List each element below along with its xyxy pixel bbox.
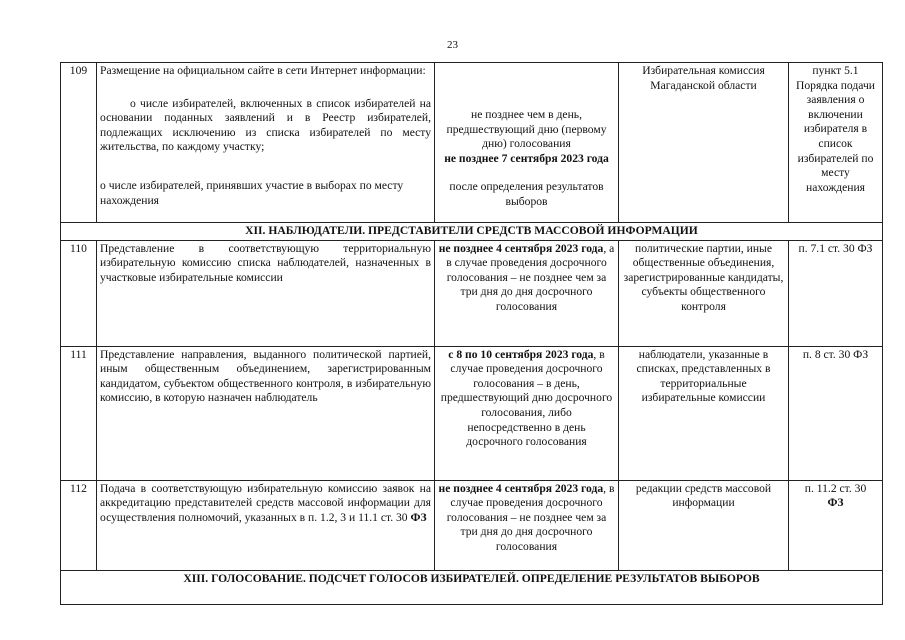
event-description: Представление направления, выданного политической партией, иным общественным объединением, зарегистрированным кандидатом, субъектом общественного контроля, в избирательную комиссию, в которую назначен наблюдатель [97,346,435,480]
table-row-111 [61,346,883,480]
section-title: XIII. ГОЛОСОВАНИЕ. ПОДСЧЕТ ГОЛОСОВ ИЗБИРАТЕЛЕЙ. ОПРЕДЕЛЕНИЕ РЕЗУЛЬТАТОВ ВЫБОРОВ [61,570,883,604]
deadline-date: с 8 по 10 сентября 2023 года [448,347,594,361]
deadline-cell [435,240,619,346]
event-description [97,480,435,570]
legal-reference-law-abbr: ФЗ [827,496,844,510]
event-description: Представление в соответствующую территориальную избирательную комиссию списка наблюдателей, назначенных в участковые избирательные комиссии [97,240,435,346]
deadline-text: , в случае проведения досрочного голосования – не позднее чем за три дня до дня досрочного голосования [446,481,615,553]
section-header-row [61,223,883,241]
description-intro: Размещение на официальном сайте в сети Интернет информации: [100,64,426,77]
table-row-110 [61,240,883,346]
section-header-row [61,570,883,604]
deadline-date: не позднее 4 сентября 2023 года [438,481,604,495]
electoral-schedule-table [60,62,883,605]
legal-reference: пункт 5.1 Порядка подачи заявления о включении избирателя в список избирателей по месту нахождения [789,63,883,223]
legal-reference: п. 8 ст. 30 ФЗ [789,346,883,480]
table-row-112 [61,480,883,570]
description-item: о числе избирателей, принявших участие в выборах по месту нахождения [100,178,404,207]
legal-reference [789,480,883,570]
deadline-text: после определения результатов выборов [449,180,604,208]
row-number: 111 [61,346,97,480]
deadline-cell [435,346,619,480]
deadline-text: , а в случае проведения досрочного голосования – не позднее чем за три дня до дня досрочного голосования [446,241,615,313]
legal-reference-text: п. 11.2 ст. 30 [804,481,867,495]
deadline-text: , в случае проведения досрочного голосования – в день, предшествующий дню досрочного голосования, либо непосредственно в день досрочного голосования [440,347,613,449]
legal-reference: п. 7.1 ст. 30 ФЗ [789,240,883,346]
description-text: Подача в соответствующую избирательную комиссию заявок на аккредитацию представителей средств массовой информации для осуществления полномочий, указанных в п. 1.2, 3 и 11.1 ст. 30 [100,481,431,524]
row-number: 110 [61,240,97,346]
deadline-date: не позднее 7 сентября 2023 года [444,151,609,165]
responsible-party: редакции средств массовой информации [619,480,789,570]
description-law-abbr: ФЗ [410,510,427,524]
deadline-cell [435,63,619,223]
deadline-date: не позднее 4 сентября 2023 года [438,241,604,255]
page-number: 23 [447,39,458,51]
responsible-party: Избирательная комиссия Магаданской области [619,63,789,223]
description-item: о числе избирателей, включенных в список избирателей на основании поданных заявлений и в Реестр избирателей, подлежащих исключению из списка избирателей по месту жительства, по каждому участку; [100,96,431,154]
deadline-text: не позднее чем в день, предшествующий дню (первому дню) голосования [446,108,607,151]
responsible-party: наблюдатели, указанные в списках, представленных в территориальные избирательные комиссии [619,346,789,480]
responsible-party: политические партии, иные общественные объединения, зарегистрированные кандидаты, субъекты общественного контроля [619,240,789,346]
row-number: 112 [61,480,97,570]
deadline-cell [435,480,619,570]
table-row-109 [61,63,883,223]
row-number: 109 [61,63,97,223]
event-description [97,63,435,223]
section-title: XII. НАБЛЮДАТЕЛИ. ПРЕДСТАВИТЕЛИ СРЕДСТВ МАССОВОЙ ИНФОРМАЦИИ [61,223,883,241]
